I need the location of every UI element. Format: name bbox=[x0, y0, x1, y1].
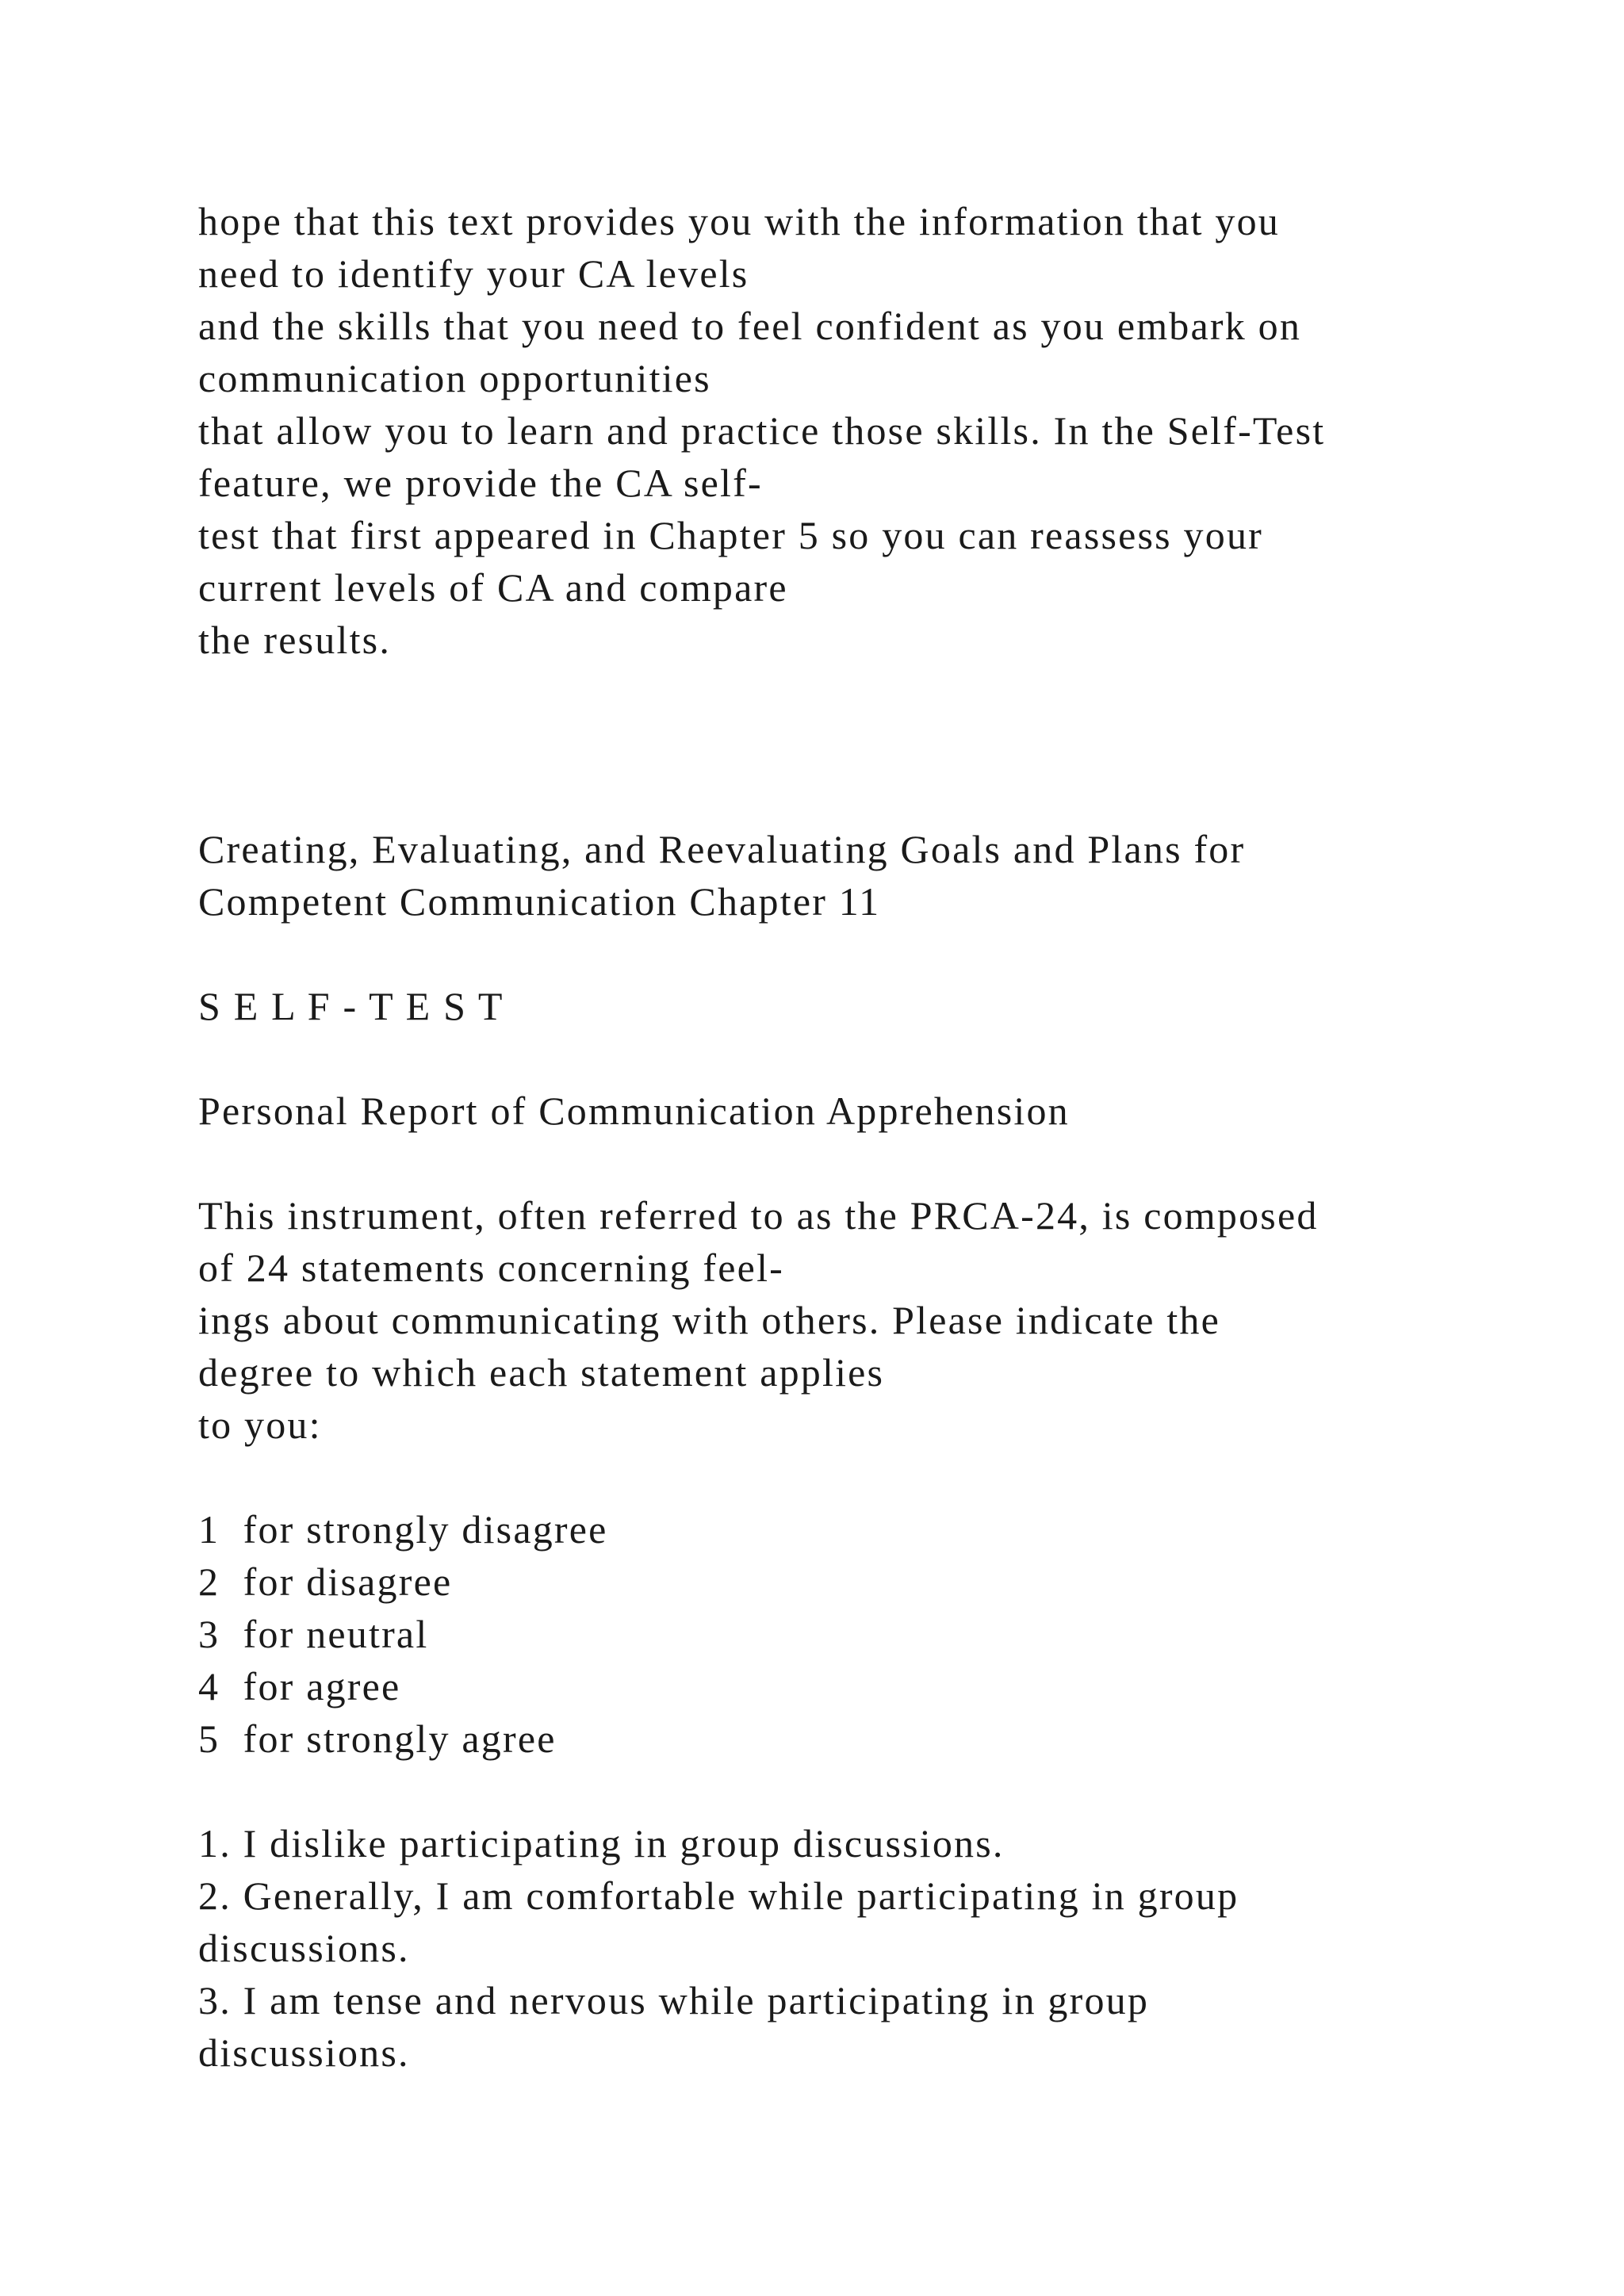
instructions-line: degree to which each statement applies bbox=[198, 1350, 885, 1395]
spacer bbox=[198, 1765, 1515, 1817]
spacer bbox=[198, 1032, 1515, 1085]
spacer bbox=[198, 1137, 1515, 1189]
statement-line: discussions. bbox=[198, 1926, 410, 1970]
statement-line: 1. I dislike participating in group discussions. bbox=[198, 1821, 1005, 1866]
statement-line: 3. I am tense and nervous while participating in group bbox=[198, 1978, 1150, 2022]
intro-line: test that first appeared in Chapter 5 so you can reassess your bbox=[198, 513, 1263, 557]
running-head bbox=[198, 823, 1515, 928]
intro-line: that allow you to learn and practice those skills. In the Self-Test bbox=[198, 408, 1326, 453]
intro-line: the results. bbox=[198, 618, 392, 662]
instructions-line: This instrument, often referred to as the PRCA-24, is composed bbox=[198, 1193, 1319, 1238]
instructions-line: ings about communicating with others. Please indicate the bbox=[198, 1298, 1221, 1342]
intro-line: and the skills that you need to feel confident as you embark on bbox=[198, 304, 1302, 348]
intro-line: communication opportunities bbox=[198, 356, 711, 400]
statement-list bbox=[198, 1817, 1515, 2079]
rating-scale bbox=[198, 1503, 1515, 1765]
scale-item: 4 for agree bbox=[198, 1664, 401, 1709]
scale-item: 5 for strongly agree bbox=[198, 1716, 557, 1761]
scale-item: 3 for neutral bbox=[198, 1612, 429, 1656]
intro-line: need to identify your CA levels bbox=[198, 251, 749, 296]
statement-line: 2. Generally, I am comfortable while participating in group bbox=[198, 1873, 1239, 1918]
self-test-label: S E L F - T E S T bbox=[198, 984, 504, 1028]
instrument-title: Personal Report of Communication Apprehension bbox=[198, 1089, 1070, 1133]
page-content bbox=[198, 195, 1515, 2079]
spacer bbox=[198, 928, 1515, 980]
scale-item: 2 for disagree bbox=[198, 1559, 453, 1604]
intro-line: hope that this text provides you with the information that you bbox=[198, 199, 1280, 243]
spacer bbox=[198, 1451, 1515, 1503]
running-head-line: Creating, Evaluating, and Reevaluating Goals and Plans for bbox=[198, 827, 1246, 871]
intro-line: current levels of CA and compare bbox=[198, 565, 788, 610]
spacer bbox=[198, 666, 1515, 823]
running-head-line: Competent Communication Chapter 11 bbox=[198, 879, 881, 924]
instructions-paragraph bbox=[198, 1189, 1515, 1451]
instructions-line: of 24 statements concerning feel- bbox=[198, 1246, 785, 1290]
scale-item: 1 for strongly disagree bbox=[198, 1507, 608, 1552]
instructions-line: to you: bbox=[198, 1402, 322, 1447]
statement-line: discussions. bbox=[198, 2030, 410, 2075]
intro-paragraph bbox=[198, 195, 1515, 666]
intro-line: feature, we provide the CA self- bbox=[198, 461, 763, 505]
